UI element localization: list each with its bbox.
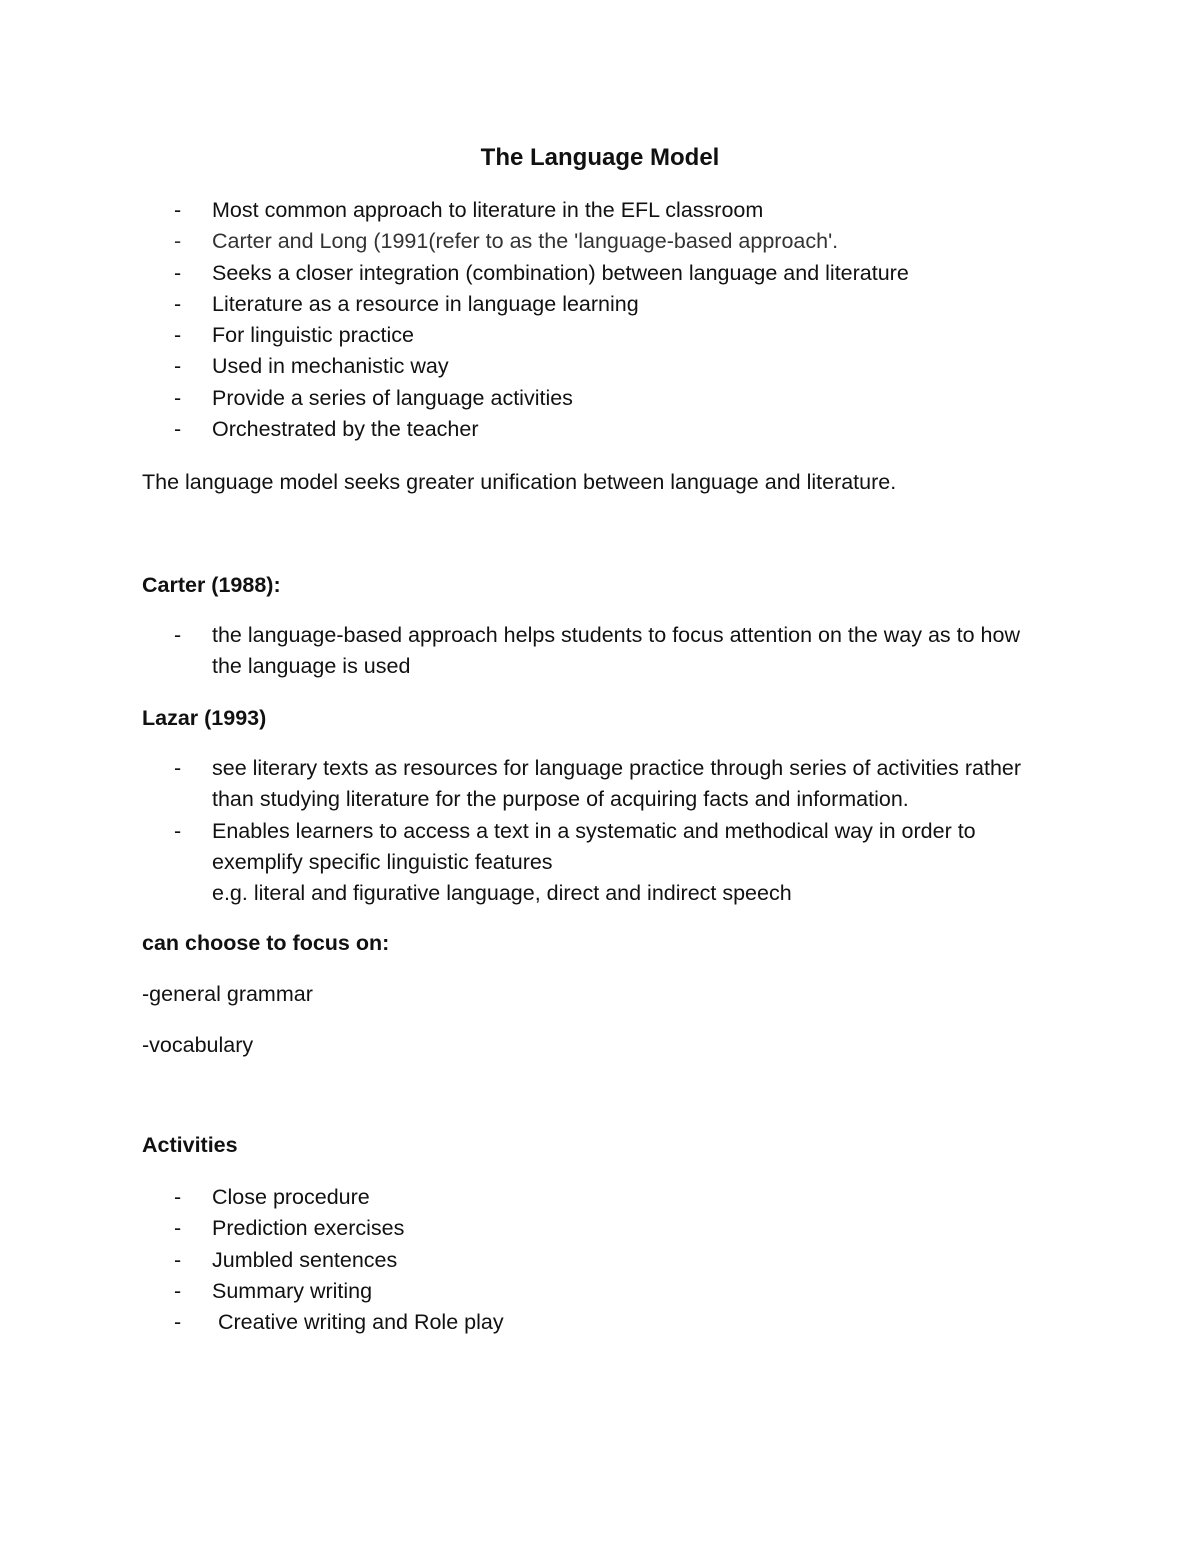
activities-list bbox=[174, 1182, 504, 1338]
list-item: - Close procedure bbox=[174, 1185, 370, 1209]
list-item: - Used in mechanistic way bbox=[174, 354, 449, 379]
lazar-heading: Lazar (1993) bbox=[142, 706, 267, 730]
list-item: - Enables learners to access a text in a systematic and methodical way in order to exemplify specific linguistic features bbox=[174, 818, 976, 874]
list-item: - Carter and Long (1991(refer to as the 'language-based approach'. bbox=[174, 229, 839, 254]
carter-list bbox=[174, 620, 1052, 683]
list-item: - Seeks a closer integration (combination) between language and literature bbox=[174, 260, 909, 285]
focus-item-vocabulary: -vocabulary bbox=[142, 1033, 254, 1057]
list-item: - Literature as a resource in language learning bbox=[174, 291, 639, 316]
list-item: - Summary writing bbox=[174, 1278, 373, 1303]
intro-list bbox=[174, 195, 909, 445]
list-item: - Most common approach to literature in the EFL classroom bbox=[174, 198, 764, 222]
list-item: - Jumbled sentences bbox=[174, 1247, 398, 1272]
list-item: - Creative writing and Role play bbox=[174, 1310, 504, 1335]
page-title: The Language Model bbox=[480, 144, 720, 171]
focus-item-grammar: -general grammar bbox=[142, 982, 313, 1006]
list-item: - the language-based approach helps students to focus attention on the way as to how the language is used bbox=[174, 623, 1021, 679]
focus-heading: can choose to focus on: bbox=[142, 931, 390, 955]
list-item: - Prediction exercises bbox=[174, 1216, 405, 1241]
lazar-list bbox=[174, 753, 1052, 909]
summary-paragraph: The language model seeks greater unification between language and literature. bbox=[142, 470, 897, 494]
list-item: - Provide a series of language activities bbox=[174, 385, 573, 410]
list-item: - For linguistic practice bbox=[174, 323, 414, 348]
example-line: e.g. literal and figurative language, direct and indirect speech bbox=[212, 881, 792, 906]
list-item: - see literary texts as resources for language practice through series of activities rather than studying literature for the purpose of acquiring facts and information. bbox=[174, 756, 1022, 812]
list-item: - Orchestrated by the teacher bbox=[174, 417, 479, 442]
activities-heading: Activities bbox=[142, 1133, 238, 1157]
carter-heading: Carter (1988): bbox=[142, 573, 281, 597]
